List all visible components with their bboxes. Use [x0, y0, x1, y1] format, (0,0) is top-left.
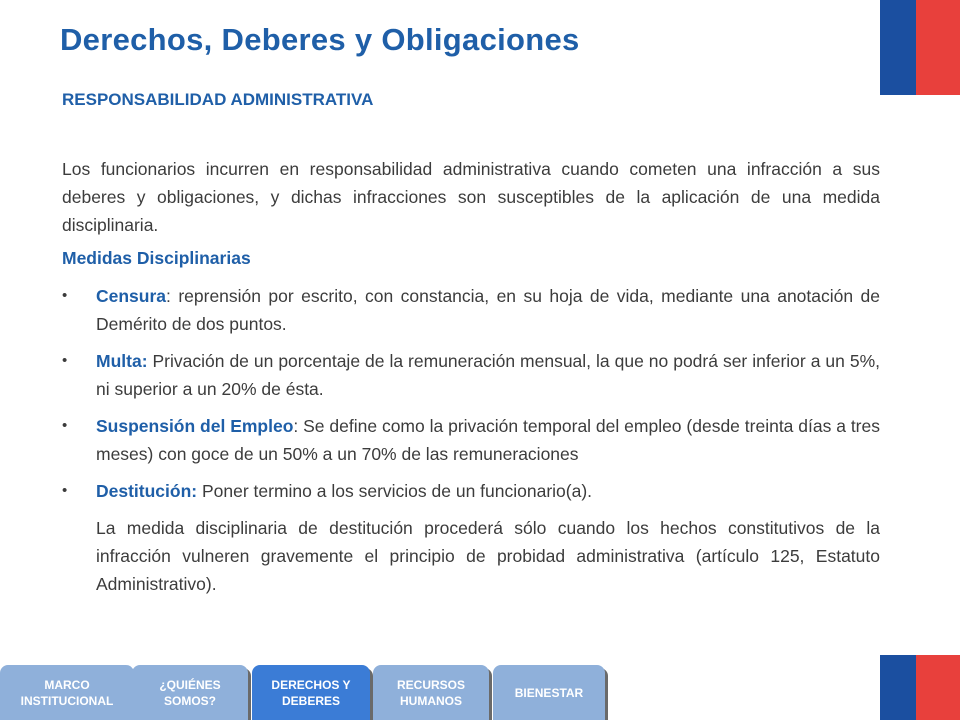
measure-text: : reprensión por escrito, con constancia, en su hoja de vida, mediante una anotación de Demérito de dos puntos. — [96, 286, 880, 334]
measure-item-suspension — [62, 412, 880, 468]
measure-term: Destitución: — [96, 481, 198, 501]
measure-text: Poner termino a los servicios de un funcionario(a). — [197, 481, 593, 501]
measure-term: Suspensión del Empleo — [96, 416, 294, 436]
nav-label-line2: SOMOS? — [163, 693, 216, 708]
bullet-icon: • — [62, 417, 68, 434]
flag-red-stripe-bottom — [916, 655, 960, 720]
nav-label-line1: DERECHOS Y — [271, 677, 351, 692]
bottom-navigation — [0, 665, 620, 720]
nav-button-marco-institucional[interactable] — [0, 665, 134, 720]
nav-button-derechos-deberes[interactable] — [252, 665, 370, 720]
intro-paragraph: Los funcionarios incurren en responsabilidad administrativa cuando cometen una infracción a sus deberes y obligaciones, y dichas infracciones son susceptibles de la aplicación de una medida disciplinaria. — [62, 159, 880, 235]
medidas-heading: Medidas Disciplinarias — [62, 248, 251, 268]
measure-item-multa — [62, 347, 880, 403]
nav-label-line2: HUMANOS — [399, 693, 462, 708]
nav-label-line2: DEBERES — [281, 693, 340, 708]
nav-button-recursos-humanos[interactable] — [373, 665, 489, 720]
measure-text: : Se define como la privación temporal del empleo (desde treinta días a tres meses) con goce de un 50% a un 70% de las remuneraciones — [96, 416, 880, 464]
nav-label-line1: RECURSOS — [396, 677, 465, 692]
nav-button-bienestar[interactable] — [493, 665, 605, 720]
measure-term: Censura — [96, 286, 167, 306]
nav-label-line1: MARCO — [44, 677, 90, 692]
nav-button-quienes-somos[interactable] — [132, 665, 248, 720]
bullet-icon: • — [62, 482, 68, 499]
measure-term: Multa: — [96, 351, 148, 371]
nav-label-line1: BIENESTAR — [514, 685, 584, 700]
destitucion-note: La medida disciplinaria de destitución procederá sólo cuando los hechos constitutivos de la infracción vulneren gravemente el principio de probidad administrativa (artículo 125, Estatuto Administrativo). — [96, 518, 880, 594]
measure-item-censura — [62, 282, 880, 338]
page-title: Derechos, Deberes y Obligaciones — [60, 22, 580, 57]
flag-red-stripe-top — [916, 0, 960, 95]
nav-label-line2: INSTITUCIONAL — [20, 693, 114, 708]
measure-text: Privación de un porcentaje de la remuneración mensual, la que no podrá ser inferior a un 5%, ni superior a un 20% de ésta. — [96, 351, 880, 399]
bullet-icon: • — [62, 352, 68, 369]
measure-item-destitucion — [62, 477, 880, 505]
flag-blue-stripe-bottom — [880, 655, 916, 720]
section-subtitle: RESPONSABILIDAD ADMINISTRATIVA — [62, 90, 374, 109]
bullet-icon: • — [62, 287, 68, 304]
nav-label-line1: ¿QUIÉNES — [159, 677, 221, 692]
measures-list — [62, 282, 880, 598]
flag-blue-stripe-top — [880, 0, 916, 95]
